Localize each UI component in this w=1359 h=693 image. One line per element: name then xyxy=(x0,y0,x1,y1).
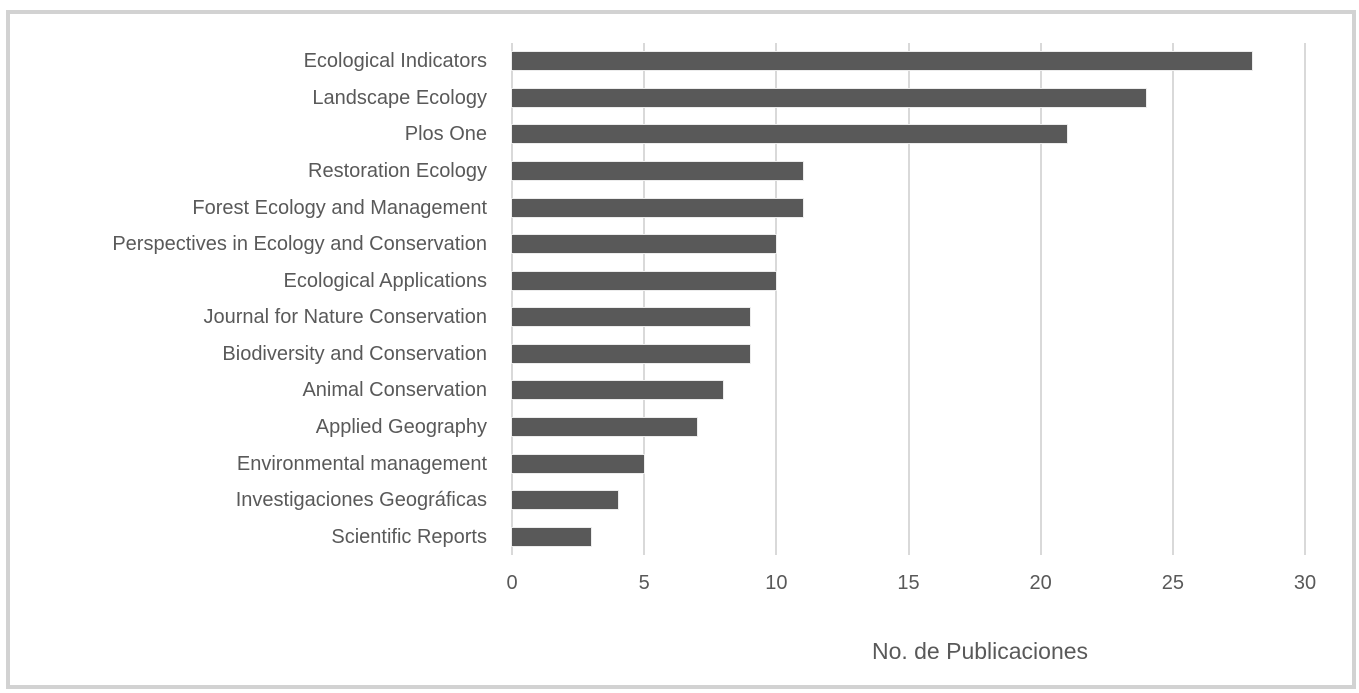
chart-row xyxy=(0,226,1305,263)
x-axis-title: No. de Publicaciones xyxy=(871,638,1089,664)
chart-row xyxy=(0,262,1305,299)
x-tick-label: 5 xyxy=(638,572,650,594)
category-label: Landscape Ecology xyxy=(312,86,487,109)
category-label: Plos One xyxy=(404,123,487,146)
bar xyxy=(512,381,723,399)
chart-row xyxy=(0,116,1305,153)
bar-track xyxy=(512,299,1305,336)
chart-row xyxy=(0,519,1305,556)
chart-row xyxy=(0,409,1305,446)
bar xyxy=(512,418,697,436)
category-label: Scientific Reports xyxy=(331,525,487,548)
bar xyxy=(512,528,591,546)
bar-track xyxy=(512,445,1305,482)
bar xyxy=(512,491,618,509)
bar xyxy=(512,199,803,217)
x-tick-label: 20 xyxy=(1029,572,1052,594)
x-axis-ticks xyxy=(506,572,1317,602)
category-label: Environmental management xyxy=(236,452,487,475)
category-label: Forest Ecology and Management xyxy=(192,196,487,219)
category-label: Applied Geography xyxy=(315,416,487,439)
bar-track xyxy=(512,372,1305,409)
category-label: Biodiversity and Conservation xyxy=(222,342,487,365)
bar-track xyxy=(512,153,1305,190)
bar xyxy=(512,455,644,473)
category-label: Investigaciones Geográficas xyxy=(235,489,487,512)
bar-track xyxy=(512,482,1305,519)
bar xyxy=(512,89,1146,107)
chart-row xyxy=(0,299,1305,336)
chart-row xyxy=(0,189,1305,226)
bar-track xyxy=(512,519,1305,556)
bar xyxy=(512,308,750,326)
category-label: Restoration Ecology xyxy=(308,160,487,183)
x-tick-label: 15 xyxy=(897,572,920,594)
category-label: Animal Conservation xyxy=(302,379,487,402)
chart-row xyxy=(0,372,1305,409)
bar-rows xyxy=(0,43,1305,555)
bar-track xyxy=(512,80,1305,117)
chart-row xyxy=(0,445,1305,482)
chart-row xyxy=(0,336,1305,373)
bar-track xyxy=(512,43,1305,80)
bar xyxy=(512,52,1252,70)
bar-track xyxy=(512,262,1305,299)
bar xyxy=(512,162,803,180)
x-tick-label: 0 xyxy=(506,572,518,594)
x-tick-label: 25 xyxy=(1161,572,1184,594)
bar xyxy=(512,125,1067,143)
chart-row xyxy=(0,482,1305,519)
x-tick-label: 10 xyxy=(765,572,788,594)
bar-track xyxy=(512,189,1305,226)
bar-track xyxy=(512,409,1305,446)
category-label: Journal for Nature Conservation xyxy=(203,306,487,329)
bar xyxy=(512,345,750,363)
bar-track xyxy=(512,226,1305,263)
category-label: Ecological Applications xyxy=(283,269,487,292)
bar-track xyxy=(512,116,1305,153)
bar xyxy=(512,235,776,253)
bar-track xyxy=(512,336,1305,373)
bar xyxy=(512,272,776,290)
chart-row xyxy=(0,153,1305,190)
chart-row xyxy=(0,80,1305,117)
x-tick-label: 30 xyxy=(1293,572,1317,594)
category-label: Ecological Indicators xyxy=(303,50,487,73)
chart-row xyxy=(0,43,1305,80)
category-label: Perspectives in Ecology and Conservation xyxy=(112,233,487,256)
